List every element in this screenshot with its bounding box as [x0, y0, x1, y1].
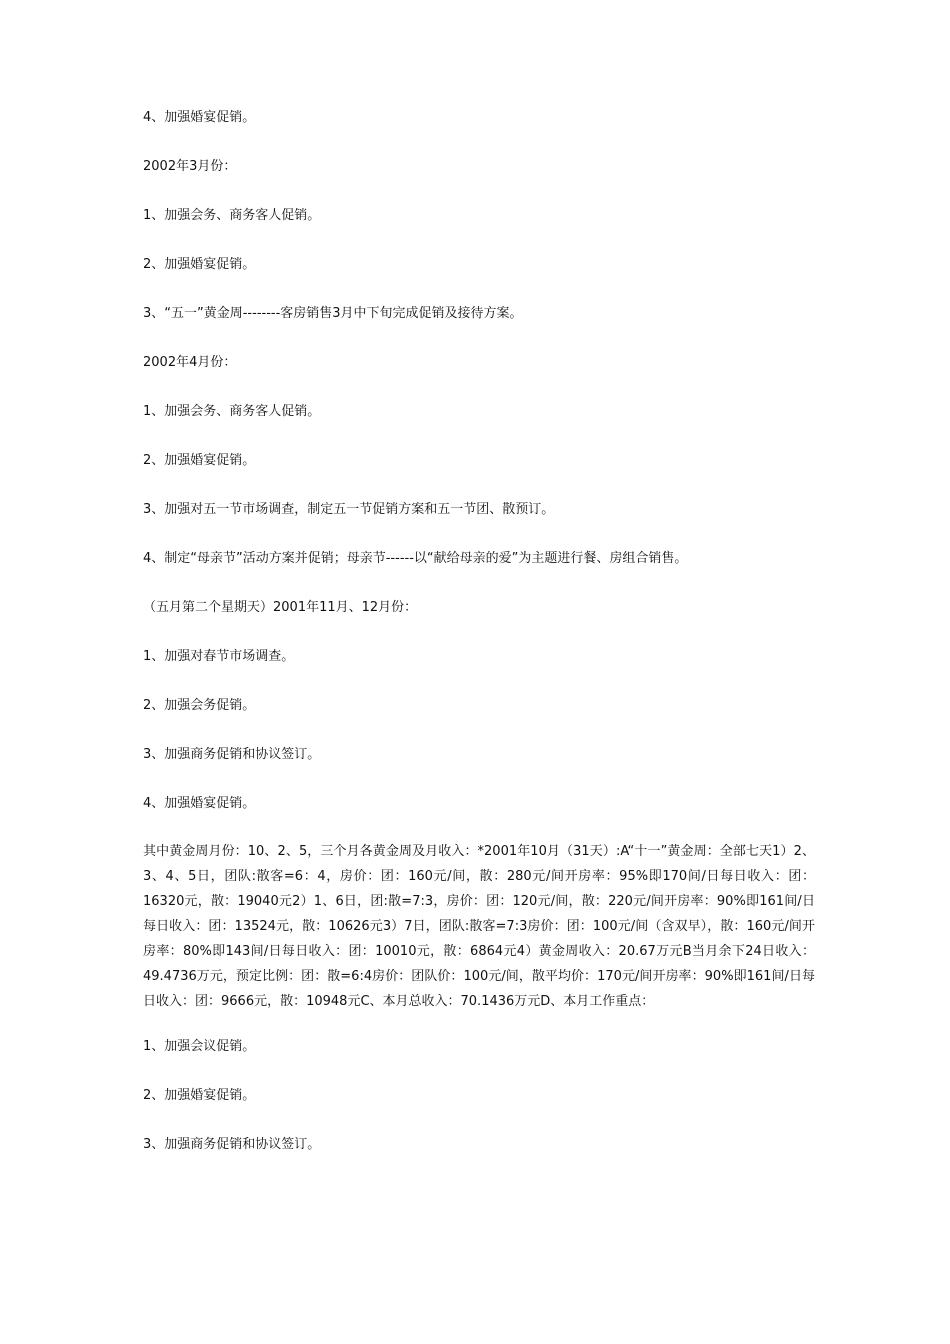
paragraph: 4、加强婚宴促销。 — [143, 796, 256, 811]
paragraph: 3、“五一”黄金周--------客房销售3月中下旬完成促销及接待方案。 — [143, 306, 523, 321]
paragraph: 4、制定“母亲节”活动方案并促销；母亲节------以“献给母亲的爱”为主题进行餐、房组合销售。 — [143, 551, 688, 566]
paragraph: 1、加强会务、商务客人促销。 — [143, 404, 321, 419]
section-heading-april: 2002年4月份： — [143, 355, 237, 370]
paragraph: 2、加强婚宴促销。 — [143, 1088, 256, 1103]
paragraph: 2、加强会务促销。 — [143, 698, 256, 713]
golden-week-revenue-paragraph: 其中黄金周月份：10、2、5，三个月各黄金周及月收入：*2001年10月（31天）:A“十一”黄金周：全部七天1）2、3、4、5日，团队:散客=6：4，房价：团：160元/间，散：280元/间开房率：95%即170间/日每日收入：团：16320元，散：19040元2）1、6日，团:散=7:3，房价：团：120元/间，散：220元/间开房率：90%即161间/日每日收入：团：13524元，散：10626元3）7日，团队:散客=7:3房价：团：100元/间（含双早），散：160元/间开房率：80%即143间/日每日收入：团：10010元，散：6864元4）黄金周收入：20.67万元B当月余下24日收入：49.4736万元，预定比例：团：散=6:4房价：团队价：100元/间，散平均价：170元/间开房率：90%即161间/日每日收入：团：9666元，散：10948元C、本月总收入：70.1436万元D、本月工作重点： — [143, 844, 815, 1009]
paragraph: 3、加强商务促销和协议签订。 — [143, 747, 321, 762]
section-heading-nov-dec: （五月第二个星期天）2001年11月、12月份： — [143, 600, 418, 615]
document-body — [143, 108, 815, 1184]
paragraph: 4、加强婚宴促销。 — [143, 110, 256, 125]
paragraph: 1、加强会议促销。 — [143, 1039, 256, 1054]
paragraph: 2、加强婚宴促销。 — [143, 453, 256, 468]
paragraph: 1、加强对春节市场调查。 — [143, 649, 295, 664]
paragraph: 1、加强会务、商务客人促销。 — [143, 208, 321, 223]
paragraph: 2、加强婚宴促销。 — [143, 257, 256, 272]
paragraph: 3、加强商务促销和协议签订。 — [143, 1137, 321, 1152]
paragraph: 3、加强对五一节市场调查，制定五一节促销方案和五一节团、散预订。 — [143, 502, 555, 517]
section-heading-march: 2002年3月份： — [143, 159, 237, 174]
